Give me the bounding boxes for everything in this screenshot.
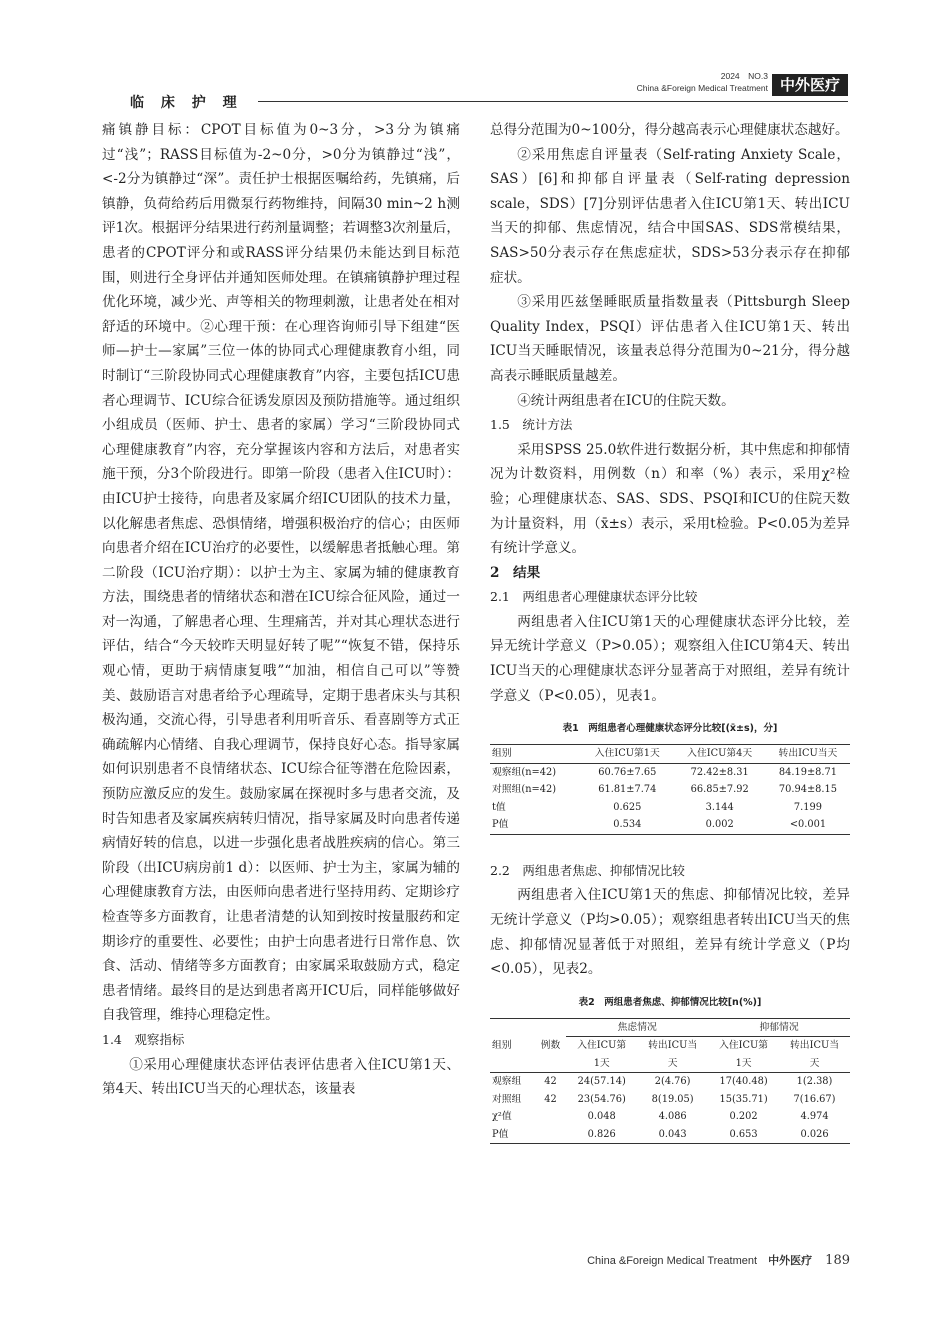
- table-cell: 0.826: [566, 1126, 637, 1144]
- table-header-cell: 入住ICU第1天: [581, 745, 673, 764]
- paragraph: 总得分范围为0~100分，得分越高表示心理健康状态越好。: [490, 122, 849, 138]
- table-cell: 0.653: [708, 1126, 779, 1144]
- table-header-row: [490, 1018, 850, 1037]
- right-column: [490, 118, 850, 1144]
- table-row: [490, 1126, 850, 1144]
- table-row: [490, 1108, 850, 1126]
- table-header-row: [490, 745, 850, 764]
- table-header-cell: 1天: [566, 1055, 637, 1073]
- table-cell: 观察组(n=42): [492, 766, 557, 778]
- table-cell: 0.043: [637, 1126, 708, 1144]
- table-row: [490, 816, 850, 834]
- table-cell: P值: [490, 1126, 535, 1144]
- header-rule: [258, 101, 848, 102]
- table-cell: 对照组(n=42): [492, 784, 557, 796]
- table-cell: 0.202: [729, 1111, 758, 1123]
- table-header-cell: 组别: [490, 745, 581, 764]
- table-cell: 4.974: [800, 1111, 829, 1123]
- section-heading: 2 结果: [490, 564, 541, 581]
- subheading: 1.5 统计方法: [490, 417, 573, 433]
- paragraph: ①采用心理健康状态评估表评估患者入住ICU第1天、第4天、转出ICU当天的心理状态，该量表: [102, 1056, 460, 1098]
- table-cell: 1(2.38): [796, 1076, 833, 1088]
- table-cell: 0.534: [581, 816, 673, 834]
- table-cell: [535, 1126, 567, 1144]
- table-cell: 4.086: [658, 1111, 687, 1123]
- subheading: 2.2 两组患者焦虑、抑郁情况比较: [490, 862, 685, 878]
- table-header-cell: 入住ICU第: [719, 1040, 769, 1052]
- table2-caption: 表2 两组患者焦虑、抑郁情况比较[n(%)]: [578, 996, 762, 1008]
- page-number: 189: [825, 1253, 850, 1268]
- page-footer: [505, 1252, 850, 1268]
- table-cell: 84.19±8.71: [778, 766, 837, 778]
- table-cell: 42: [544, 1076, 557, 1088]
- table-cell: 23(54.76): [577, 1093, 626, 1105]
- table-row: [490, 763, 850, 781]
- footer-journal-cn: 中外医疗: [768, 1254, 813, 1267]
- table-cell: 0.026: [779, 1126, 850, 1144]
- table-cell: 7(16.67): [793, 1093, 836, 1105]
- year-issue: 2024 NO.3: [720, 71, 768, 81]
- table-cell: 2(4.76): [654, 1076, 691, 1088]
- paragraph: ②采用焦虑自评量表（Self-rating Anxiety Scale，SAS）[6]和抑郁自评量表（Self-rating depression scale，SDS）[7]分别评估患者入住ICU第1天、转出ICU当天的抑郁、焦虑情况，结合中国SAS、SDS常模结果，SAS>50分表示存在焦虑症状，SDS>53分表示存在抑郁症状。: [490, 146, 850, 286]
- table-cell: <0.001: [766, 816, 850, 834]
- table-header-cell: 转出ICU当天: [766, 745, 850, 764]
- table-header-cell: 焦虑情况: [566, 1018, 708, 1037]
- table-cell: 17(40.48): [719, 1076, 768, 1088]
- table-cell: 66.85±7.92: [690, 784, 749, 796]
- table-cell: 15(35.71): [719, 1093, 768, 1105]
- table-cell: 观察组: [492, 1076, 522, 1088]
- table-row: [490, 799, 850, 817]
- table-row: [490, 1073, 850, 1091]
- footer-journal-en: China &Foreign Medical Treatment: [587, 1255, 758, 1267]
- table-header-cell: 1天: [708, 1055, 779, 1073]
- table-cell: χ²值: [492, 1111, 512, 1123]
- table-cell: 70.94±8.15: [778, 784, 837, 796]
- table-cell: 对照组: [492, 1093, 522, 1105]
- table-row: [490, 1091, 850, 1109]
- subheading: 2.1 两组患者心理健康状态评分比较: [490, 589, 698, 605]
- table2: [490, 1018, 850, 1145]
- header-meta: [600, 70, 768, 94]
- table-header-cell: 转出ICU当: [790, 1040, 840, 1052]
- table-cell: 7.199: [793, 801, 822, 813]
- table-header-cell: 入住ICU第: [577, 1040, 627, 1052]
- table-cell: t值: [492, 801, 506, 813]
- table-cell: 0.625: [613, 801, 642, 813]
- paragraph: 两组患者入住ICU第1天的心理健康状态评分比较，差异无统计学意义（P>0.05）；观察组入住ICU第4天、转出ICU当天的心理健康状态评分显著高于对照组，差异有统计学意义（P<0.05），见表1。: [490, 613, 850, 704]
- table-row: [490, 781, 850, 799]
- table-cell: 42: [544, 1093, 557, 1105]
- table-cell: 24(57.14): [577, 1076, 626, 1088]
- table-cell: P值: [490, 816, 581, 834]
- table1: [490, 744, 850, 835]
- table-header-cell: 抑郁情况: [708, 1018, 850, 1037]
- table-cell: 60.76±7.65: [598, 766, 657, 778]
- table-cell: 8(19.05): [651, 1093, 694, 1105]
- table1-caption: 表1 两组患者心理健康状态评分比较[(x̄±s)，分]: [562, 723, 778, 735]
- paragraph: ④统计两组患者在ICU的住院天数。: [517, 392, 735, 409]
- left-column: [102, 118, 460, 1102]
- table-cell: 3.144: [705, 801, 734, 813]
- table-cell: 0.002: [673, 816, 765, 834]
- table-cell: 0.048: [587, 1111, 616, 1123]
- table-cell: 61.81±7.74: [598, 784, 657, 796]
- table-cell: [535, 1108, 567, 1126]
- subheading: 1.4 观察指标: [102, 1031, 185, 1047]
- table-header-cell: 例数: [535, 1018, 567, 1073]
- paragraph: 两组患者入住ICU第1天的焦虑、抑郁情况比较，差异无统计学意义（P均>0.05）；观察组患者转出ICU当天的焦虑、抑郁情况显著低于对照组，差异有统计学意义（P均<0.05），见表2。: [490, 887, 850, 978]
- paragraph: ③采用匹兹堡睡眠质量指数量表（Pittsburgh Sleep Quality Index，PSQI）评估患者入住ICU第1天、转出ICU当天睡眠情况，该量表总得分范围为0~21分，得分越高表示睡眠质量越差。: [490, 294, 850, 384]
- section-label: 临 床 护 理: [130, 95, 243, 111]
- paragraph: 痛镇静目标：CPOT目标值为0~3分，>3分为镇痛过“浅”；RASS目标值为-2~0分，>0分为镇静过“浅”，<-2分为镇静过“深”。责任护士根据医嘱给药，先镇痛，后镇静，负荷给药后用微泵行药物维持，间隔30 min~2 h测评1次。根据评分结果进行药剂量调整；若调整3次剂量后，患者的CPOT评分和或RASS评分结果仍未能达到目标范围，则进行全身评估并通知医师处理。在镇痛镇静护理过程优化环境，减少光、声等相关的物理刺激，让患者处在相对舒适的环境中。②心理干预：在心理咨询师引导下组建“医师—护士—家属”三位一体的协同式心理健康教育小组，同时制订“三阶段协同式心理健康教育”内容，主要包括ICU患者心理调节、ICU综合征诱发原因及预防措施等。通过组织小组成员（医师、护士、患者的家属）学习“三阶段协同式心理健康教育”内容，充分掌握该内容和方法后，对患者实施干预，分3个阶段进行。即第一阶段（患者入住ICU时）：由ICU护士接待，向患者及家属介绍ICU团队的技术力量，以化解患者焦虑、恐惧情绪，增强积极治疗的信心；由医师向患者介绍在ICU治疗的必要性，以缓解患者抵触心理。第二阶段（ICU治疗期）：以护士为主、家属为辅的健康教育方法，围绕患者的情绪状态和潜在ICU综合征风险，通过一对一沟通，了解患者心理、生理痛苦，并对其心理状态进行评估，结合“今天较昨天明显好转了呢”“恢复不错，保持乐观心情，更助于病情康复哦”“加油，相信自己可以”等赞美、鼓励语言对患者给予心理疏导，定期于患者床头与其积极沟通，交流心得，引导患者利用听音乐、看喜剧等方式正确疏解内心情绪、自我心理调节，保持良好心态。指导家属如何识别患者不良情绪状态、ICU综合征等潜在危险因素，预防应激反应的发生。鼓励家属在探视时多与患者交流，及时告知患者及家属疾病转归情况，指导家属及时向患者传递病情好转的信息，以进一步强化患者战胜疾病的信心。第三阶段（出ICU病房前1 d）：以医师、护士为主，家属为辅的心理健康教育方法，由医师向患者进行坚持用药、定期诊疗检查等多方面教育，让患者清楚的认知到按时按量服药和定期诊疗的重要性、必要性；由护士向患者进行日常作息、饮食、活动、情绪等多方面教育；由家属采取鼓励方式，稳定患者情绪。最终目的是达到患者离开ICU后，同样能够做好自我管理，维持心理稳定性。: [102, 122, 460, 1024]
- table-header-cell: 天: [779, 1055, 850, 1073]
- table-cell: 72.42±8.31: [690, 766, 749, 778]
- table-header-cell: 天: [637, 1055, 708, 1073]
- table-header-cell: 入住ICU第4天: [673, 745, 765, 764]
- journal-name-en: China &Foreign Medical Treatment: [636, 83, 768, 93]
- table-header-cell: 转出ICU当: [648, 1040, 698, 1052]
- paragraph: 采用SPSS 25.0软件进行数据分析，其中焦虑和抑郁情况为计数资料，用例数（n）和率（%）表示，采用χ²检验；心理健康状态、SAS、SDS、PSQI和ICU的住院天数为计量资料，用（x̄±s）表示，采用t检验。P<0.05为差异有统计学意义。: [490, 441, 850, 557]
- table-header-cell: 组别: [490, 1018, 535, 1073]
- journal-logo: 中外医疗: [772, 74, 848, 96]
